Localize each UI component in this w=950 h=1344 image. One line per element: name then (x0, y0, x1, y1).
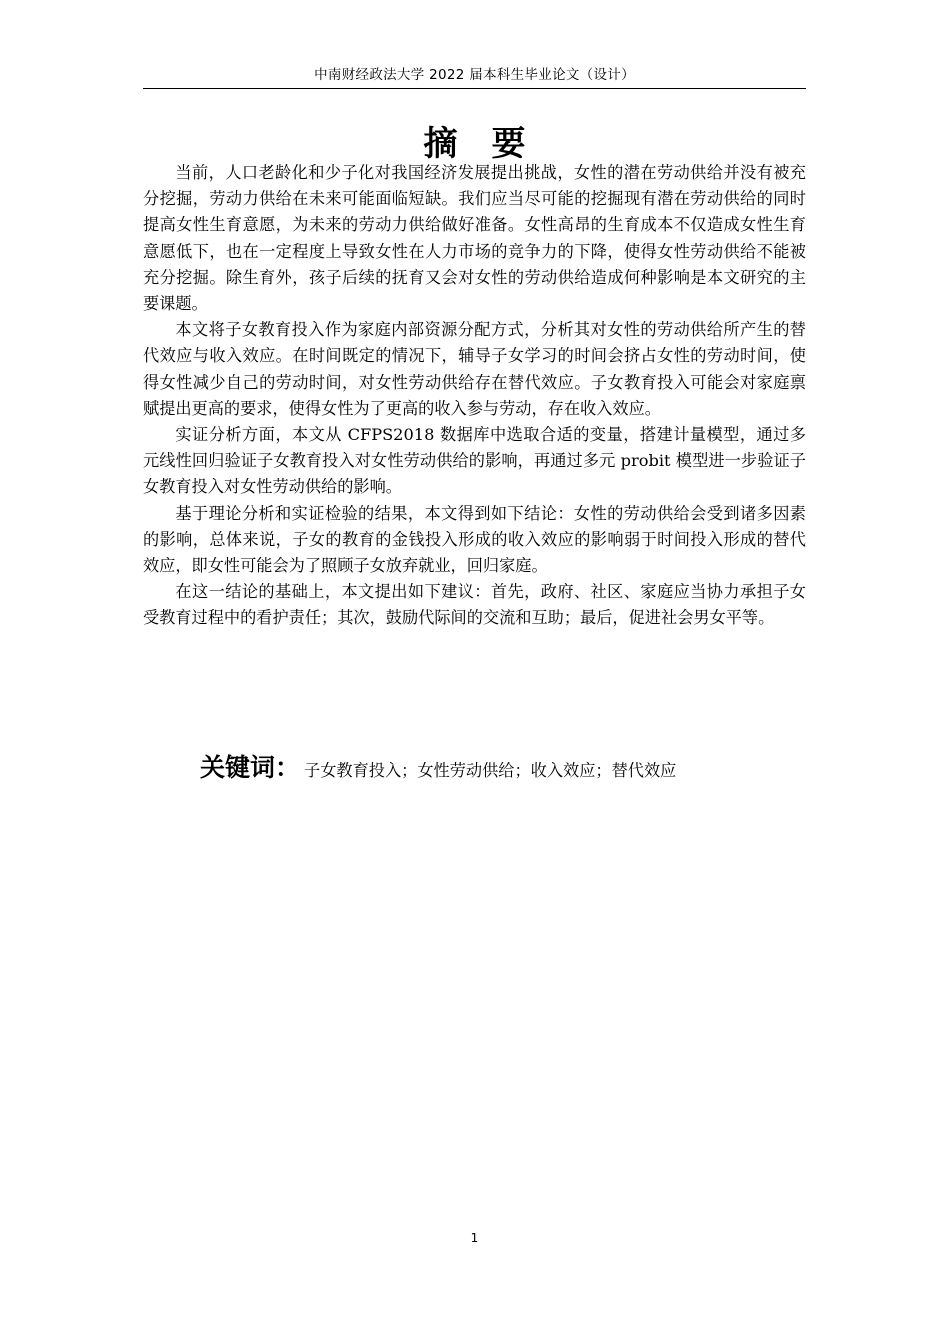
keywords-text: 子女教育投入；女性劳动供给；收入效应；替代效应 (304, 761, 677, 780)
abstract-paragraph-3: 实证分析方面，本文从 CFPS2018 数据库中选取合适的变量，搭建计量模型，通过多元线性回归验证子女教育投入对女性劳动供给的影响，再通过多元 probit 模型进一步验证子女教育投入对女性劳动供给的影响。 (143, 425, 806, 497)
page-number: 1 (470, 1231, 479, 1245)
abstract-paragraph-2: 本文将子女教育投入作为家庭内部资源分配方式，分析其对女性的劳动供给所产生的替代效应与收入效应。在时间既定的情况下，辅导子女学习的时间会挤占女性的劳动时间，使得女性减少自己的劳动时间，对女性劳动供给存在替代效应。子女教育投入可能会对家庭禀赋提出更高的要求，使得女性为了更高的收入参与劳动，存在收入效应。 (143, 320, 806, 418)
running-header: 中南财经政法大学 2022 届本科生毕业论文（设计） (314, 67, 635, 83)
keywords-line (200, 748, 806, 791)
abstract-title: 摘要 (423, 124, 560, 164)
abstract-paragraph-5: 在这一结论的基础上，本文提出如下建议：首先，政府、社区、家庭应当协力承担子女受教育过程中的看护责任；其次，鼓励代际间的交流和互助；最后，促进社会男女平等。 (143, 582, 806, 628)
abstract-body (143, 160, 806, 632)
keywords-label: 关键词： (200, 753, 301, 782)
header-rule (143, 88, 806, 89)
abstract-paragraph-1: 当前，人口老龄化和少子化对我国经济发展提出挑战，女性的潜在劳动供给并没有被充分挖掘，劳动力供给在未来可能面临短缺。我们应当尽可能的挖掘现有潜在劳动供给的同时提高女性生育意愿，为未来的劳动力供给做好准备。女性高昂的生育成本不仅造成女性生育意愿低下，也在一定程度上导致女性在人力市场的竞争力的下降，使得女性劳动供给不能被充分挖掘。除生育外，孩子后续的抚育又会对女性的劳动供给造成何种影响是本文研究的主要课题。 (143, 163, 806, 314)
abstract-paragraph-4: 基于理论分析和实证检验的结果，本文得到如下结论：女性的劳动供给会受到诸多因素的影响，总体来说，子女的教育的金钱投入形成的收入效应的影响弱于时间投入形成的替代效应，即女性可能会为了照顾子女放弃就业，回归家庭。 (143, 503, 806, 576)
